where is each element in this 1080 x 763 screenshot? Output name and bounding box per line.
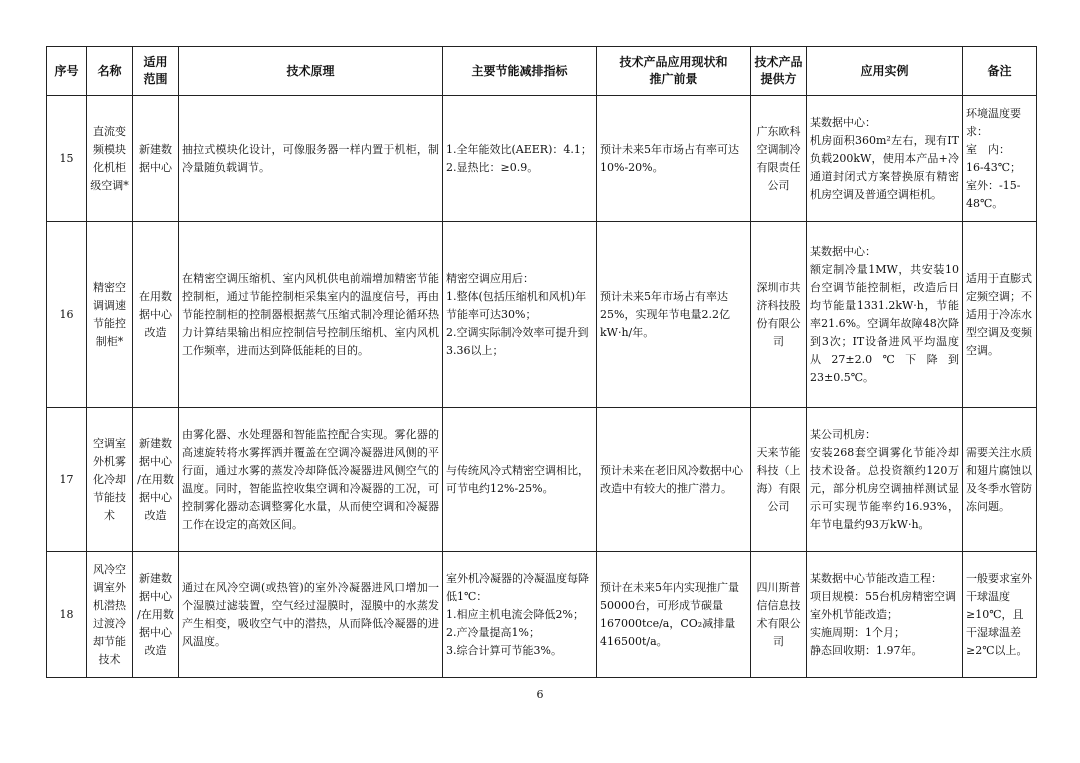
- row-prospect: 预计在未来5年内实现推广量50000台，可形成节碳量167000tce/a，CO₂减排量416500t/a。: [597, 552, 751, 678]
- row-indicators: 精密空调应用后： 1.整体(包括压缩机和风机)年节能率可达30%； 2.空调实际制冷效率可提升到3.36以上；: [443, 222, 597, 408]
- row-scope: 新建数 据中心 /在用数 据中心 改造: [133, 552, 179, 678]
- col-header-name: 名称: [87, 47, 133, 96]
- row-indicators: 室外机冷凝器的冷凝温度每降低1℃： 1.相应主机电流会降低2%； 2.产冷量提高1%； 3.综合计算可节能3%。: [443, 552, 597, 678]
- row-prospect: 预计未来5年市场占有率可达10%-20%。: [597, 96, 751, 222]
- col-header-example: 应用实例: [807, 47, 963, 96]
- row-remark: 适用于直膨式定频空调；不适用于冷冻水型空调及变频空调。: [963, 222, 1037, 408]
- col-header-prospect: 技术产品应用现状和 推广前景: [597, 47, 751, 96]
- row-example: 某数据中心： 机房面积360m²左右，现有IT负载200kW，使用本产品+冷通道封闭式方案替换原有精密机房空调及普通空调柜机。: [807, 96, 963, 222]
- row-remark: 环境温度要求： 室 内： 16-43℃； 室外：-15-48℃。: [963, 96, 1037, 222]
- row-no: 18: [47, 552, 87, 678]
- row-name: 风冷空 调室外 机潜热 过渡冷 却节能 技术: [87, 552, 133, 678]
- col-header-provider: 技术产品 提供方: [751, 47, 807, 96]
- row-name: 空调室 外机雾 化冷却 节能技 术: [87, 408, 133, 552]
- row-scope: 新建数 据中心 /在用数 据中心 改造: [133, 408, 179, 552]
- row-no: 16: [47, 222, 87, 408]
- row-example: 某公司机房： 安装268套空调雾化节能冷却技术设备。总投资额约120万元，部分机房空调抽样测试显示可实现节能率约16.93%，年节电量约93万kW·h。: [807, 408, 963, 552]
- row-remark: 需要关注水质和翅片腐蚀以及冬季水管防冻问题。: [963, 408, 1037, 552]
- col-header-remark: 备注: [963, 47, 1037, 96]
- row-scope: 在用数 据中心 改造: [133, 222, 179, 408]
- row-indicators: 1.全年能效比(AEER)：4.1； 2.显热比：≥0.9。: [443, 96, 597, 222]
- row-provider: 天来节能 科技（上 海）有限 公司: [751, 408, 807, 552]
- table-row: [47, 96, 1037, 222]
- header-row: [47, 47, 1037, 96]
- row-principle: 抽拉式模块化设计，可像服务器一样内置于机柜，制冷量随负载调节。: [179, 96, 443, 222]
- row-name: 精密空 调调速 节能控 制柜*: [87, 222, 133, 408]
- col-header-no: 序号: [47, 47, 87, 96]
- row-principle: 在精密空调压缩机、室内风机供电前端增加精密节能控制柜，通过节能控制柜采集室内的温度信号，再由节能控制柜的控制器根据蒸气压缩式制冷理论循环热力计算结果输出相应控制信号控制压缩机、室内风机工作频率，进而达到降低能耗的目的。: [179, 222, 443, 408]
- document-page: [46, 46, 1036, 678]
- row-no: 15: [47, 96, 87, 222]
- row-example: 某数据中心： 额定制冷量1MW，共安装10台空调节能控制柜，改造后日均节能量1331.2kW·h，节能率21.6%。空调年故障48次降到3次；IT设备进风平均温度从27±2.0℃下降到23±0.5℃。: [807, 222, 963, 408]
- row-remark: 一般要求室外干球温度≥10℃，且干湿球温差≥2℃以上。: [963, 552, 1037, 678]
- col-header-principle: 技术原理: [179, 47, 443, 96]
- row-prospect: 预计未来5年市场占有率达25%，实现年节电量2.2亿kW·h/年。: [597, 222, 751, 408]
- row-provider: 深圳市共 济科技股 份有限公 司: [751, 222, 807, 408]
- row-provider: 广东欧科 空调制冷 有限责任 公司: [751, 96, 807, 222]
- technology-table: [46, 46, 1037, 678]
- col-header-scope: 适用 范围: [133, 47, 179, 96]
- row-name: 直流变 频模块 化机柜 级空调*: [87, 96, 133, 222]
- table-row: [47, 408, 1037, 552]
- row-prospect: 预计未来在老旧风冷数据中心改造中有较大的推广潜力。: [597, 408, 751, 552]
- row-provider: 四川斯普 信信息技 术有限公 司: [751, 552, 807, 678]
- row-scope: 新建数 据中心: [133, 96, 179, 222]
- table-row: [47, 222, 1037, 408]
- row-indicators: 与传统风冷式精密空调相比，可节电约12%-25%。: [443, 408, 597, 552]
- row-principle: 由雾化器、水处理器和智能监控配合实现。雾化器的高速旋转将水雾挥洒并覆盖在空调冷凝器进风侧的平行面，通过水雾的蒸发冷却降低冷凝器进风侧空气的温度。同时，智能监控收集空调和冷凝器的工况，可控制雾化器动态调整雾化水量，从而使空调和冷凝器工作在设定的高效区间。: [179, 408, 443, 552]
- row-principle: 通过在风冷空调(或热管)的室外冷凝器进风口增加一个湿膜过滤装置，空气经过湿膜时，湿膜中的水蒸发产生相变，吸收空气中的潜热，从而降低冷凝器的进风温度。: [179, 552, 443, 678]
- page-number: 6: [536, 688, 544, 701]
- row-example: 某数据中心节能改造工程： 项目规模：55台机房精密空调室外机节能改造； 实施周期：1个月； 静态回收期：1.97年。: [807, 552, 963, 678]
- row-no: 17: [47, 408, 87, 552]
- table-row: [47, 552, 1037, 678]
- col-header-indicators: 主要节能减排指标: [443, 47, 597, 96]
